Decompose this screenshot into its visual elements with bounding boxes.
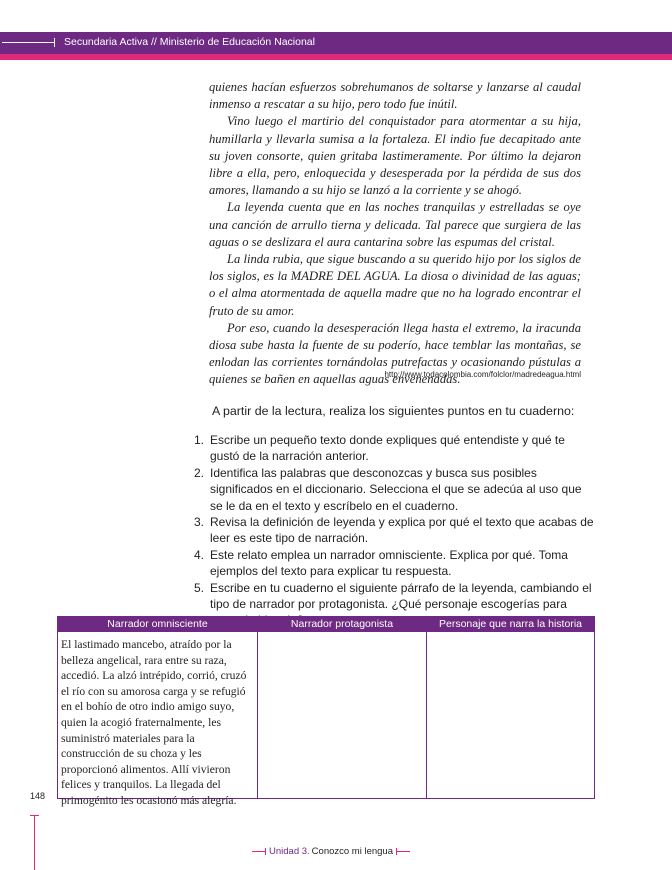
left-margin-rule	[34, 815, 35, 870]
story-paragraph: Por eso, cuando la desesperación llega hasta el extremo, la iracunda diosa sube hasta la fuente de su poderío, hace temblar las montañas, se enlodan las corrientes tornándolas putrefactas y ocasionando pústulas a quienes se bañen en aquellas aguas envenenadas.	[209, 320, 581, 387]
activity-list	[194, 432, 594, 629]
activity-item-text: Escribe un pequeño texto donde expliques qué entendiste y qué te gustó de la narración anterior.	[210, 433, 565, 464]
activity-item-number: 4.	[194, 547, 205, 562]
footer-unit	[252, 846, 410, 857]
table-column-divider	[426, 617, 427, 798]
activity-item-text: Escribe en tu cuaderno el siguiente párrafo de la leyenda, cambiando el tipo de narrador por protagonista. ¿Qué personaje escogerías para	[210, 580, 592, 612]
header-decorative-line	[2, 42, 54, 43]
story-paragraph: La leyenda cuenta que en las noches tranquilas y estrelladas se oye una canción de arrullo tierna y delicada. Tal parece que surgiera de las aguas o se deslizara el aura cantarina sobre las espumas del cristal.	[209, 200, 581, 249]
activity-item	[194, 465, 594, 514]
source-url: http://www.todacolombia.com/folclor/madredeagua.html	[384, 370, 581, 379]
footer-unit-title: Conozco mi lengua	[311, 846, 393, 857]
story-paragraph: La linda rubia, que sigue buscando a su querido hijo por los siglos de los siglos, es la MADRE DEL AGUA. La diosa o divinidad de las aguas; o el alma atormentada de aquella madre que no ha logrado encontrar el fruto de su amor.	[209, 252, 581, 318]
activity-item	[194, 547, 594, 580]
activity-item-number: 3.	[194, 515, 205, 530]
table-column-divider	[257, 617, 258, 798]
header-accent-stripe	[0, 54, 672, 60]
activity-item-number: 1.	[194, 433, 205, 447]
header-title: Secundaria Activa // Ministerio de Educación Nacional	[64, 36, 315, 48]
activity-intro: A partir de la lectura, realiza los siguientes puntos en tu cuaderno:	[212, 404, 575, 418]
activity-item-text: Identifica las palabras que desconozcas y busca sus posibles significados en el diccionario. Selecciona el que se adecúa al uso que se le da en el texto y escríbelo en el cuaderno.	[210, 465, 582, 513]
table-header-omniscient: Narrador omnisciente	[107, 618, 208, 630]
table-header-character: Personaje que narra la historia	[438, 618, 582, 630]
footer-right-rule	[396, 851, 410, 852]
story-paragraph: quienes hacían esfuerzos sobrehumanos de soltarse y lanzarse al caudal inmenso a rescatar a su hijo, pero todo fue inútil.	[209, 80, 581, 112]
narrator-table	[57, 616, 595, 807]
story-text	[209, 79, 581, 389]
story-paragraph: Vino luego el martirio del conquistador para atormentar a su hija, humillarla y llevarla sumisa a la fortaleza. El indio fue decapitado ante su joven consorte, quien gritaba lastimeramente. Por último la dejaron libre a ella, pero, enloquecida y desesperada por la pérdida de sus dos amores, llamando a su hijo se lanzó a la corriente y se ahogó.	[209, 114, 581, 198]
activity-item-number: 5.	[194, 580, 205, 595]
activity-item-number: 2.	[194, 465, 205, 480]
table-cell-omniscient: El lastimado mancebo, atraído por la belleza angelical, rara entre su raza, accedió. La alzó intrépido, corrió, cruzó el río con su amorosa carga y se refugió en el bohío de otro indio amigo suyo, quien la acogió fraternalmente, les suministró materiales para la construcción de su choza y les proporcionó alimentos. Allí vivieron felices y tranquilos. La llegada del primogénito les ocasionó más alegría.	[61, 638, 247, 807]
activity-item	[194, 432, 594, 465]
activity-item-text: Revisa la definición de leyenda y explica por qué el texto que acabas de leer es este tipo de narración.	[210, 515, 594, 546]
activity-item	[194, 514, 594, 547]
activity-item-text: Este relato emplea un narrador omnisciente. Explica por qué. Toma ejemplos del texto para explicar tu respuesta.	[210, 547, 568, 579]
page-number: 148	[30, 791, 46, 801]
table-header-protagonist: Narrador protagonista	[290, 618, 394, 630]
header-decorative-tick	[54, 38, 55, 47]
footer-unit-label: Unidad 3.	[269, 846, 310, 857]
footer-left-rule	[252, 851, 266, 852]
